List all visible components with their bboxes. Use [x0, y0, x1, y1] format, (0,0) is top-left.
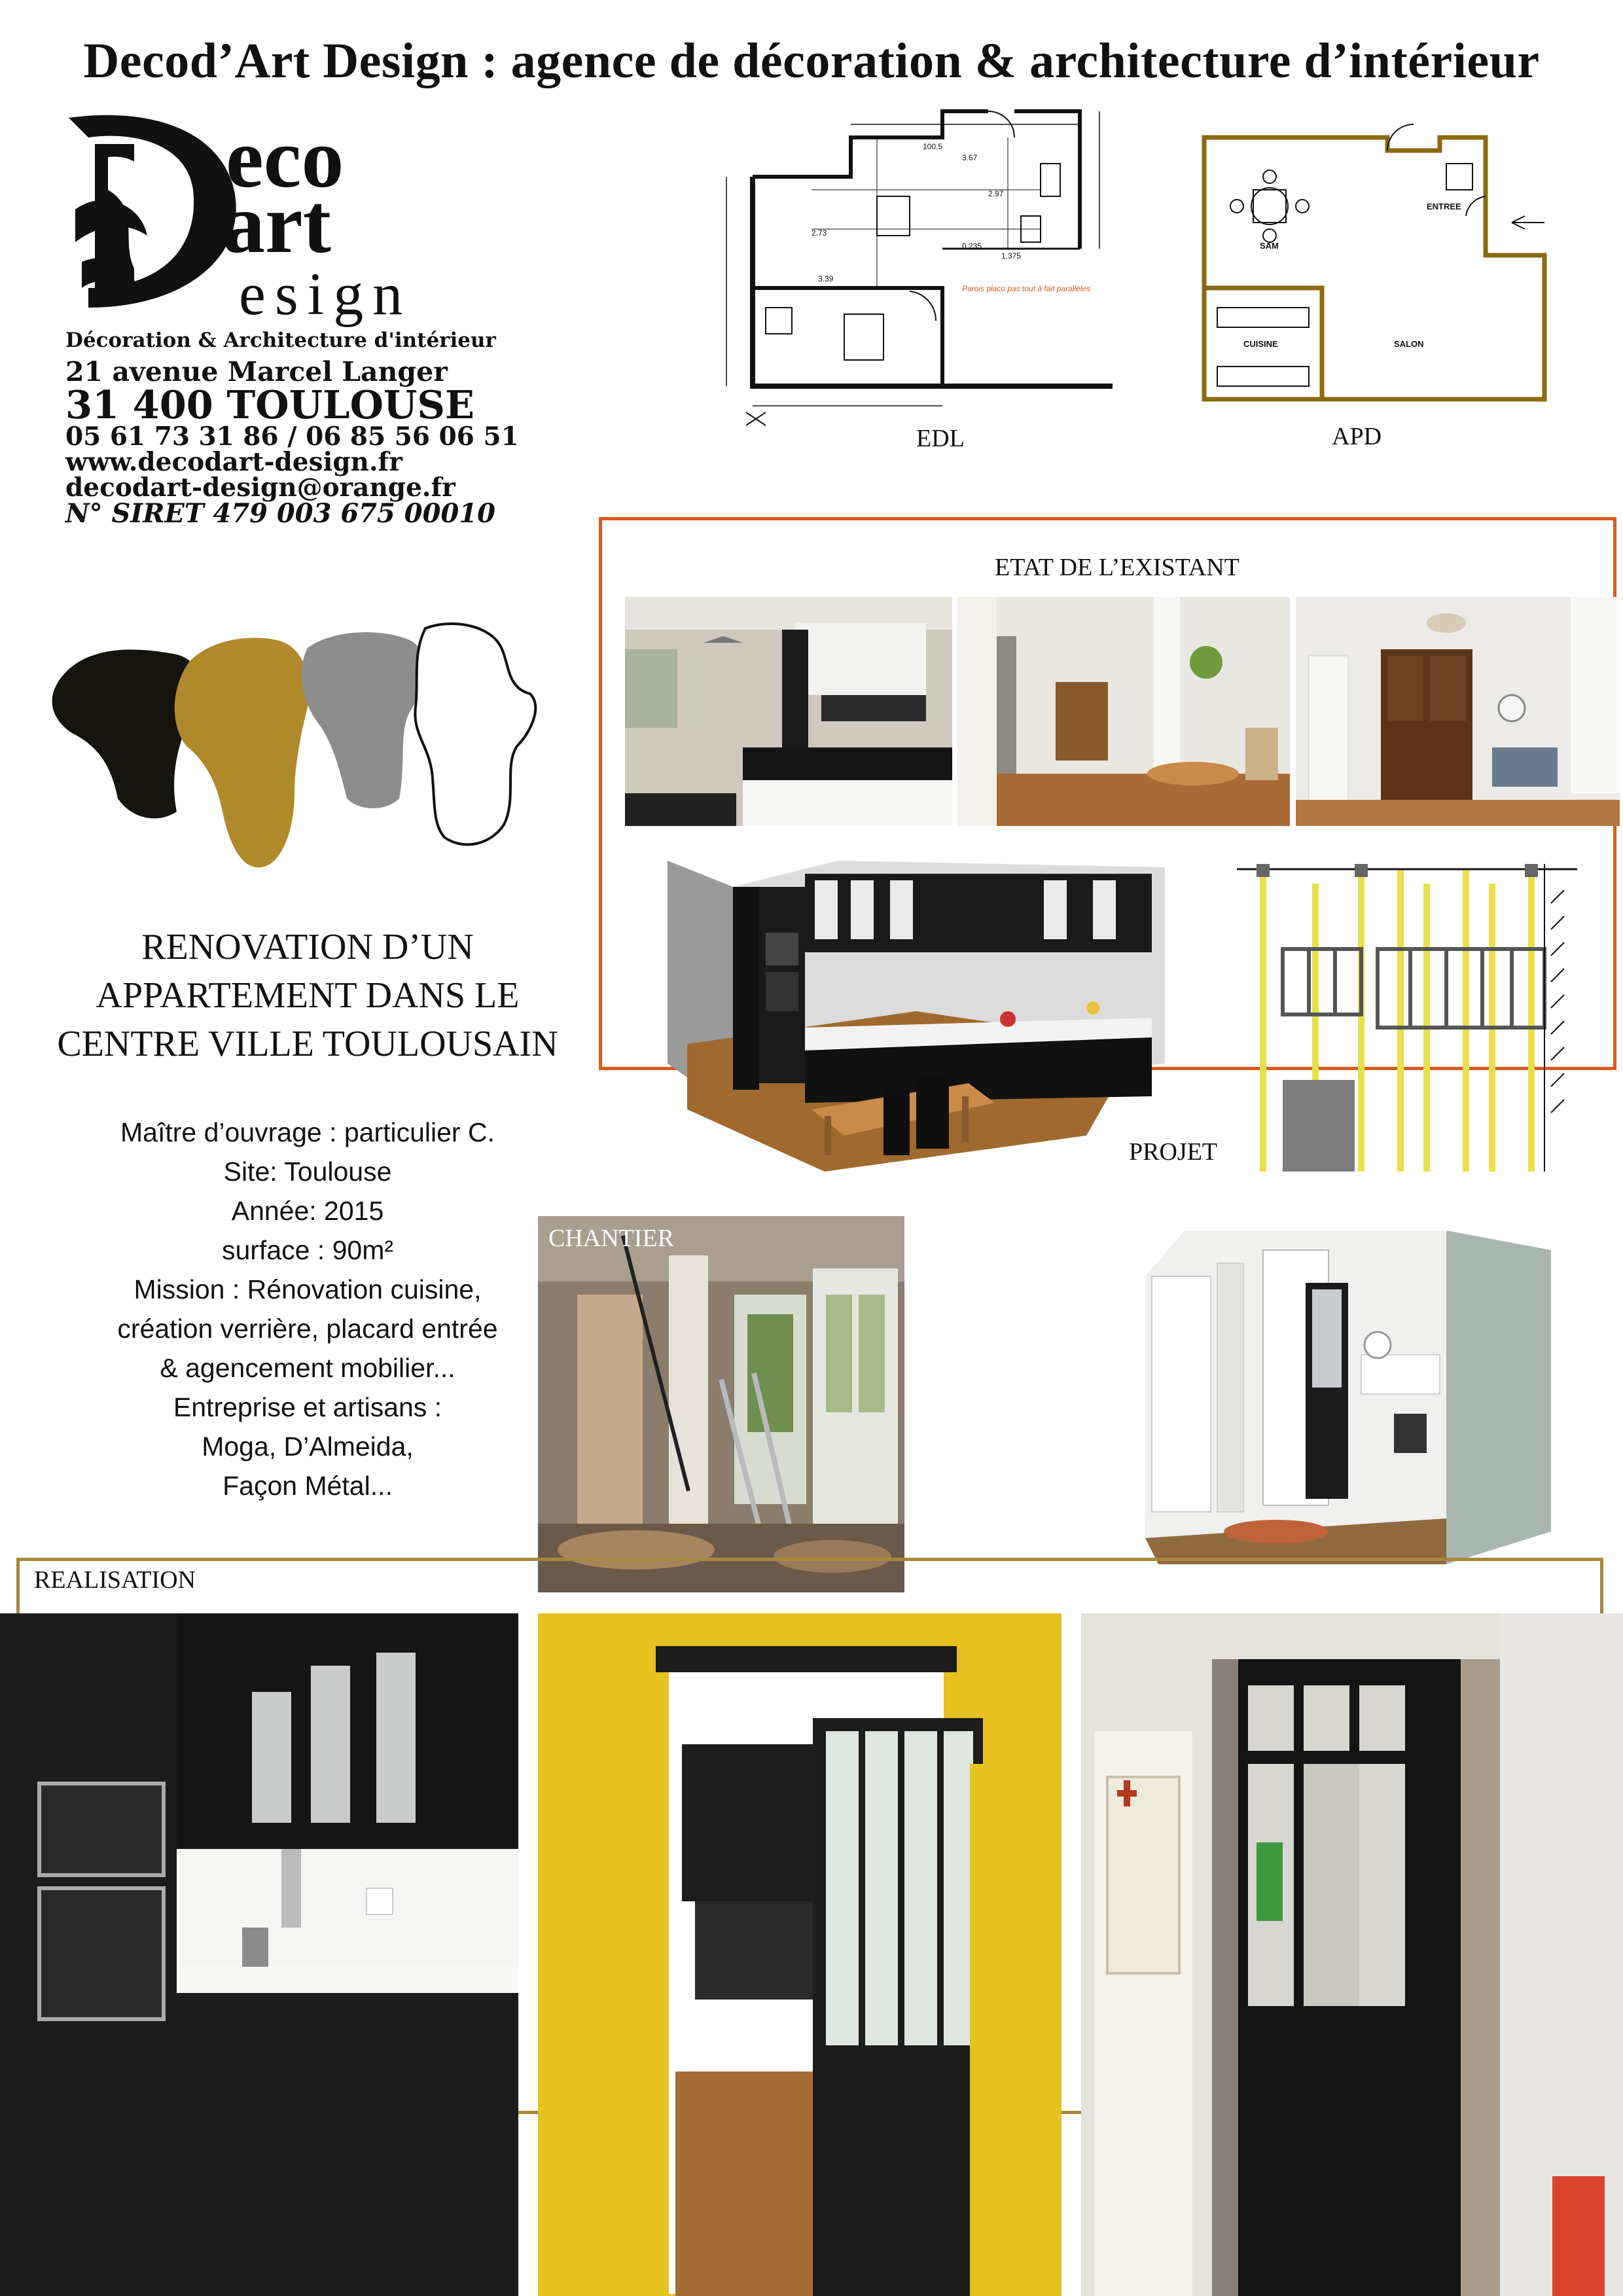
project-details: Maître d’ouvrage : particulier C. Site: Toulouse Année: 2015 surface : 90m² Mission : Rénovation cuisine, création verrière, placard entrée & agencement mobilier... Entreprise et artisans : Moga, D’Almeida, Façon Métal...: [117, 1117, 498, 1501]
apd-floor-plan: [1158, 111, 1551, 419]
svg-text:0.235: 0.235: [962, 242, 982, 251]
swatch-gold: [175, 637, 310, 867]
svg-text:art: art: [223, 177, 331, 271]
city: 31 400 TOULOUSE: [65, 382, 475, 427]
company-logo: [62, 111, 507, 327]
company-subtitle: Décoration & Architecture d'intérieur: [65, 329, 496, 352]
verriere-elevation-drawing: [1237, 864, 1577, 1175]
project-title: RENOVATION D’UN APPARTEMENT DANS LE CENTRE VILLE TOULOUSAIN: [57, 927, 558, 1064]
color-swatches: [46, 615, 543, 870]
existing-living-photo: [1296, 597, 1620, 826]
svg-text:esign: esign: [239, 260, 412, 327]
kitchen-3d-render: [668, 848, 1165, 1172]
page-title: Decod’Art Design : agence de décoration & architecture d’intérieur: [83, 33, 1540, 88]
chantier-photo: [538, 1216, 904, 1592]
chantier-label: CHANTIER: [548, 1225, 675, 1252]
swatch-black: [52, 649, 199, 818]
apd-label: APD: [1332, 423, 1382, 450]
address: 21 avenue Marcel Langer: [65, 356, 448, 387]
project-label: PROJET: [1129, 1138, 1218, 1166]
swatch-white: [415, 624, 535, 844]
existing-state-label: ETAT DE L’EXISTANT: [995, 554, 1240, 581]
svg-text:2.97: 2.97: [988, 189, 1004, 198]
svg-text:100.5: 100.5: [923, 142, 943, 151]
website-link[interactable]: www.decodart-design.fr: [65, 447, 402, 477]
realisation-label: REALISATION: [34, 1566, 196, 1594]
svg-text:3.39: 3.39: [818, 274, 834, 283]
entry-3d-render: [1132, 1224, 1558, 1564]
realisation-kitchen-photo: [0, 1613, 518, 2296]
edl-note: Parois placo pas tout à fait parallèles: [962, 284, 1091, 293]
svg-text:SAM: SAM: [1260, 241, 1279, 251]
svg-text:1.375: 1.375: [1001, 251, 1022, 260]
email-link[interactable]: decodart-design@orange.fr: [65, 473, 455, 503]
svg-text:2.73: 2.73: [812, 228, 827, 238]
edl-floor-plan: [713, 98, 1132, 439]
realisation-verriere-black-photo: [1081, 1613, 1623, 2296]
swatch-grey: [302, 632, 425, 808]
siret-number: N° SIRET 479 003 675 00010: [65, 498, 495, 529]
svg-text:ENTREE: ENTREE: [1427, 202, 1461, 211]
svg-text:CUISINE: CUISINE: [1243, 339, 1278, 349]
existing-kitchen-photo: [625, 597, 952, 826]
edl-label: EDL: [916, 425, 965, 452]
svg-text:eco: eco: [226, 111, 344, 206]
existing-dining-photo: [957, 597, 1290, 826]
svg-text:SALON: SALON: [1394, 339, 1424, 349]
phone-numbers: 05 61 73 31 86 / 06 85 56 06 51: [65, 422, 519, 452]
contact-block: [65, 331, 519, 527]
realisation-verriere-yellow-photo: [538, 1613, 1061, 2296]
svg-text:3.67: 3.67: [962, 153, 978, 162]
